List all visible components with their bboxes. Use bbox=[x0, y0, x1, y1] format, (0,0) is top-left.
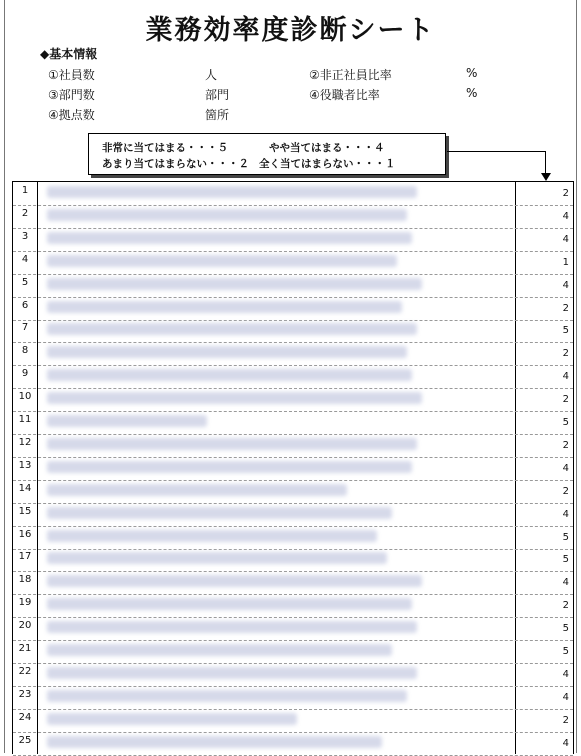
question-text-blurred bbox=[47, 232, 412, 244]
question-text-blurred bbox=[47, 255, 397, 267]
table-row bbox=[13, 503, 573, 527]
question-text-blurred bbox=[47, 278, 422, 290]
table-row bbox=[13, 388, 573, 412]
row-score[interactable]: 5 bbox=[562, 531, 569, 543]
row-number: 15 bbox=[18, 505, 32, 517]
row-score[interactable]: 2 bbox=[562, 348, 569, 360]
table-row bbox=[13, 663, 573, 687]
legend-score-4: やや当てはまる・・・４ bbox=[269, 142, 385, 154]
row-number: 20 bbox=[18, 620, 32, 632]
row-score[interactable]: 2 bbox=[562, 302, 569, 314]
question-text-blurred bbox=[47, 621, 417, 633]
row-score[interactable]: 5 bbox=[562, 417, 569, 428]
table-row bbox=[13, 617, 573, 641]
row-score[interactable]: 4 bbox=[562, 508, 569, 520]
nonregular-ratio-label: ②非正社員比率 bbox=[309, 68, 392, 82]
question-text-blurred bbox=[47, 507, 392, 519]
row-score[interactable]: 2 bbox=[562, 188, 569, 199]
row-number: 25 bbox=[18, 734, 32, 746]
row-number: 6 bbox=[21, 299, 29, 311]
question-text-blurred bbox=[47, 392, 422, 404]
row-score[interactable]: 1 bbox=[562, 256, 569, 268]
row-number: 5 bbox=[21, 276, 29, 288]
row-number: 12 bbox=[18, 436, 32, 448]
question-text-blurred bbox=[47, 209, 407, 221]
row-score[interactable]: 2 bbox=[562, 600, 569, 612]
row-number: 21 bbox=[18, 643, 32, 654]
table-row bbox=[13, 709, 573, 733]
row-number: 1 bbox=[21, 185, 29, 196]
row-score[interactable]: 2 bbox=[562, 485, 569, 497]
row-number: 10 bbox=[18, 391, 32, 403]
question-text-blurred bbox=[47, 301, 402, 313]
question-text-blurred bbox=[47, 530, 377, 542]
question-table bbox=[12, 181, 574, 754]
question-text-blurred bbox=[47, 667, 417, 679]
row-score[interactable]: 4 bbox=[562, 462, 569, 474]
row-score[interactable]: 4 bbox=[562, 233, 569, 245]
question-text-blurred bbox=[47, 552, 387, 564]
row-score[interactable]: 4 bbox=[562, 210, 569, 222]
employees-unit: 人 bbox=[205, 68, 218, 82]
question-text-blurred bbox=[47, 415, 207, 427]
table-row bbox=[13, 732, 573, 756]
locations-unit: 箇所 bbox=[205, 108, 230, 122]
row-number: 19 bbox=[18, 597, 32, 609]
row-score[interactable]: 4 bbox=[562, 279, 569, 291]
table-row bbox=[13, 594, 573, 618]
table-row bbox=[13, 251, 573, 275]
employees-label: ①社員数 bbox=[48, 68, 95, 82]
table-row bbox=[13, 365, 573, 389]
row-score[interactable]: 2 bbox=[562, 394, 569, 406]
row-score[interactable]: 5 bbox=[562, 554, 569, 566]
legend-arrow-drop bbox=[545, 151, 546, 175]
table-row bbox=[13, 342, 573, 366]
question-text-blurred bbox=[47, 346, 407, 358]
row-score[interactable]: 4 bbox=[562, 668, 569, 680]
table-row bbox=[13, 297, 573, 321]
row-number: 14 bbox=[18, 482, 32, 494]
manager-ratio-unit: % bbox=[466, 86, 478, 100]
row-number: 7 bbox=[21, 322, 29, 334]
question-text-blurred bbox=[47, 644, 392, 656]
row-score[interactable]: 4 bbox=[562, 371, 569, 383]
table-row bbox=[13, 274, 573, 298]
row-number: 4 bbox=[21, 253, 29, 265]
question-text-blurred bbox=[47, 690, 407, 702]
locations-label: ④拠点数 bbox=[48, 108, 95, 122]
table-row bbox=[13, 457, 573, 481]
row-number: 8 bbox=[21, 345, 29, 357]
row-number: 3 bbox=[21, 230, 29, 242]
table-row bbox=[13, 526, 573, 550]
question-text-blurred bbox=[47, 323, 417, 335]
row-score[interactable]: 5 bbox=[562, 646, 569, 657]
row-number: 13 bbox=[18, 459, 32, 471]
table-row bbox=[13, 571, 573, 595]
row-score[interactable]: 4 bbox=[562, 691, 569, 703]
legend-score-1: 全く当てはまらない・・・１ bbox=[259, 158, 396, 170]
row-number: 16 bbox=[18, 528, 32, 540]
question-text-blurred bbox=[47, 598, 412, 610]
departments-label: ③部門数 bbox=[48, 88, 95, 102]
row-score[interactable]: 2 bbox=[562, 714, 569, 726]
row-score[interactable]: 5 bbox=[562, 325, 569, 337]
row-score[interactable]: 4 bbox=[562, 577, 569, 589]
nonregular-ratio-unit: % bbox=[466, 66, 478, 80]
table-row bbox=[13, 548, 573, 572]
question-text-blurred bbox=[47, 461, 412, 473]
question-text-blurred bbox=[47, 575, 422, 587]
page-border-right bbox=[576, 0, 577, 753]
row-number: 17 bbox=[18, 551, 32, 563]
row-number: 18 bbox=[18, 574, 32, 586]
table-row bbox=[13, 686, 573, 710]
question-text-blurred bbox=[47, 736, 382, 748]
legend-arrow-line bbox=[447, 151, 546, 152]
legend-score-5: 非常に当てはまる・・・５ bbox=[102, 142, 228, 154]
row-number: 23 bbox=[18, 688, 32, 700]
table-row bbox=[13, 205, 573, 229]
row-number: 22 bbox=[18, 665, 32, 677]
table-row bbox=[13, 228, 573, 252]
arrow-down-icon bbox=[541, 173, 551, 181]
scoring-legend bbox=[88, 133, 446, 175]
question-text-blurred bbox=[47, 713, 297, 725]
question-text-blurred bbox=[47, 369, 412, 381]
row-number: 2 bbox=[21, 207, 29, 219]
row-number: 11 bbox=[18, 414, 32, 425]
basic-info-heading: ◆基本情報 bbox=[40, 47, 98, 61]
table-row bbox=[13, 411, 573, 435]
table-row bbox=[13, 182, 573, 206]
table-row bbox=[13, 319, 573, 343]
legend-score-2: あまり当てはまらない・・・２ bbox=[102, 158, 249, 170]
row-score[interactable]: 2 bbox=[562, 439, 569, 451]
question-text-blurred bbox=[47, 438, 417, 450]
table-row bbox=[13, 480, 573, 504]
sheet-title: 業務効率度診断シート bbox=[145, 15, 436, 46]
row-number: 24 bbox=[18, 711, 32, 723]
row-score[interactable]: 4 bbox=[562, 737, 569, 749]
table-row bbox=[13, 434, 573, 458]
question-text-blurred bbox=[47, 484, 347, 496]
departments-unit: 部門 bbox=[205, 88, 230, 102]
manager-ratio-label: ④役職者比率 bbox=[309, 88, 380, 102]
row-score[interactable]: 5 bbox=[562, 623, 569, 635]
table-row bbox=[13, 640, 573, 664]
question-text-blurred bbox=[47, 186, 417, 198]
page-border-left bbox=[4, 0, 5, 753]
row-number: 9 bbox=[21, 368, 29, 380]
